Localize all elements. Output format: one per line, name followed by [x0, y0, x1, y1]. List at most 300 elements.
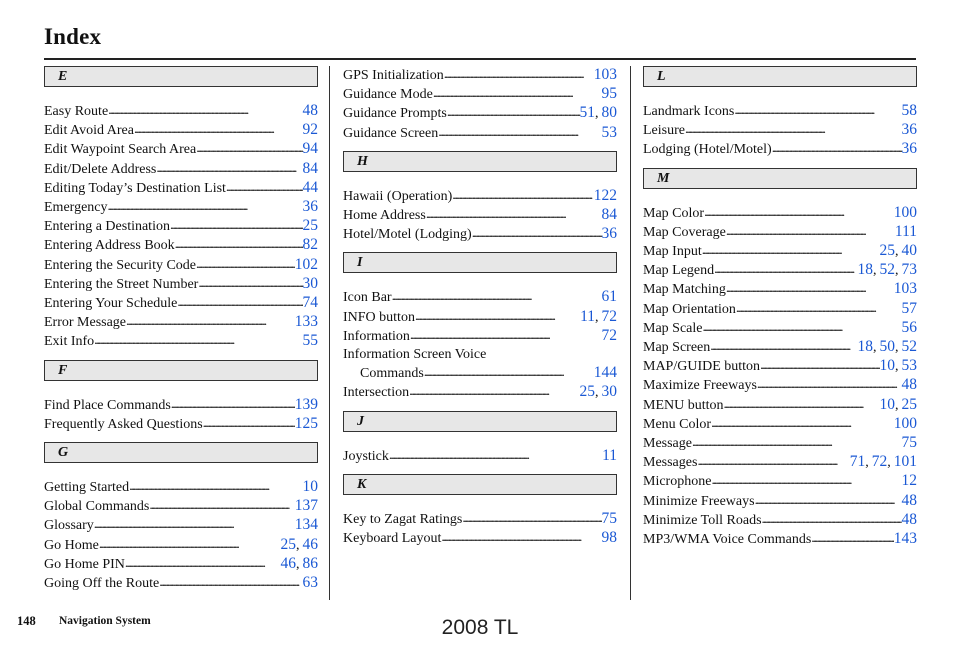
page-refs: [902, 511, 918, 529]
index-entry: [343, 529, 617, 548]
page-link[interactable]: 53: [601, 123, 617, 141]
page-refs: [902, 102, 918, 120]
index-section: [343, 474, 617, 548]
page-number: 148: [17, 614, 36, 628]
index-entry: [343, 187, 617, 206]
index-entry: [44, 102, 318, 121]
dot-leader: [757, 375, 902, 394]
page-refs: 25, 46: [280, 535, 318, 553]
dot-leader: [125, 554, 281, 573]
index-entry-term: Minimize Freeways: [643, 493, 755, 509]
page-link[interactable]: 100: [893, 414, 917, 432]
page-link[interactable]: 12: [901, 472, 917, 490]
dot-leader: [452, 186, 594, 205]
dot-leader: [772, 139, 902, 158]
dot-leader: [392, 287, 602, 306]
index-entry-term: MP3/WMA Voice Commands: [643, 532, 812, 548]
index-entry-term: Frequently Asked Questions: [44, 416, 203, 432]
dot-leader: [692, 433, 902, 452]
index-entry: [643, 140, 917, 159]
page-link[interactable]: 82: [302, 236, 318, 254]
page-refs: [894, 280, 917, 298]
section-letter-header: I: [343, 252, 617, 273]
dot-leader: [726, 222, 895, 241]
index-entry: [643, 492, 917, 511]
index-entry-term: Guidance Mode: [343, 87, 433, 103]
dot-leader: [704, 203, 894, 222]
dot-leader: [149, 496, 294, 515]
index-column-1: [44, 66, 318, 601]
page-refs: [602, 85, 618, 103]
page-refs: [594, 187, 617, 205]
page-link[interactable]: 72: [601, 307, 617, 325]
dot-leader: [710, 337, 857, 356]
page-link[interactable]: 46: [280, 554, 296, 572]
index-column-3: [643, 66, 917, 557]
page-link[interactable]: 103: [593, 66, 617, 83]
page-link[interactable]: 10: [302, 478, 318, 496]
dot-leader: [702, 241, 880, 260]
index-entry: [44, 574, 318, 593]
dot-leader: [736, 299, 902, 318]
page-refs: 10, 53: [879, 357, 917, 375]
index-entry-term: Commands: [360, 366, 424, 382]
index-entry-term: Maximize Freeways: [643, 378, 757, 394]
index-section: [643, 66, 917, 160]
page-link[interactable]: 48: [901, 491, 917, 509]
index-entry-term: Edit/Delete Address: [44, 161, 157, 177]
page-link[interactable]: 102: [294, 255, 318, 273]
page-refs: 46, 86: [280, 554, 318, 572]
page-link[interactable]: 52: [879, 261, 895, 279]
index-entry: [643, 242, 917, 261]
index-entry: [643, 300, 917, 319]
index-entry: [643, 357, 917, 376]
index-entry: [343, 85, 617, 104]
page-link[interactable]: 80: [601, 104, 617, 122]
index-entry-term: Guidance Screen: [343, 125, 439, 141]
title-rule: [44, 58, 916, 60]
page-refs: [602, 327, 618, 345]
page-refs: [295, 396, 318, 414]
index-entry-term: INFO button: [343, 309, 415, 325]
dot-leader: [134, 120, 303, 139]
page-refs: [895, 223, 917, 241]
index-entry: [643, 280, 917, 299]
index-entry-term: MAP/GUIDE button: [643, 359, 761, 375]
index-entry-term: Entering a Destination: [44, 219, 170, 235]
dot-leader: [175, 235, 303, 254]
section-letter-header: F: [44, 360, 318, 381]
index-entry-term: Go Home PIN: [44, 556, 125, 572]
index-entry: [343, 364, 617, 383]
page-link[interactable]: 143: [893, 530, 917, 548]
index-entry: [643, 204, 917, 223]
index-entry: [44, 198, 318, 217]
page-refs: [295, 313, 318, 331]
page-refs: [303, 574, 319, 592]
index-entry: [343, 288, 617, 307]
page-link[interactable]: 51: [579, 104, 595, 122]
index-entry: [343, 225, 617, 244]
page-link[interactable]: 134: [294, 516, 318, 534]
page-refs: [303, 236, 319, 254]
dot-leader: [410, 326, 602, 345]
index-entry: [343, 206, 617, 225]
page-link[interactable]: 98: [601, 529, 617, 547]
index-entry: [44, 536, 318, 555]
page-link[interactable]: 10: [879, 357, 895, 375]
page-link[interactable]: 63: [302, 574, 318, 592]
index-entry-term: Joystick: [343, 448, 389, 464]
page-link[interactable]: 75: [601, 509, 617, 527]
index-entry: [44, 294, 318, 313]
index-entry-term: Information: [343, 328, 410, 344]
dot-leader: [94, 515, 295, 534]
page-refs: [295, 256, 318, 274]
page-link[interactable]: 25: [302, 217, 318, 235]
page-link[interactable]: 74: [302, 294, 318, 312]
index-entry: [643, 338, 917, 357]
page-link[interactable]: 46: [302, 535, 318, 553]
index-entry-term: Hawaii (Operation): [343, 188, 453, 204]
page-link[interactable]: 73: [901, 261, 917, 279]
dot-leader: [711, 471, 901, 490]
index-entry: [44, 121, 318, 140]
index-entry-term: Lodging (Hotel/Motel): [643, 142, 772, 158]
index-entry: [44, 478, 318, 497]
dot-leader: [724, 395, 880, 414]
dot-leader: [409, 382, 579, 401]
page-link[interactable]: 25: [280, 535, 296, 553]
index-entry-term: Glossary: [44, 518, 94, 534]
page-refs: 71, 72, 101: [849, 453, 917, 471]
dot-leader: [702, 318, 901, 337]
page-link[interactable]: 25: [579, 383, 595, 401]
index-entry: [44, 256, 318, 275]
index-entry-term: Go Home: [44, 537, 99, 553]
page-refs: [902, 300, 918, 318]
page-refs: [303, 478, 319, 496]
index-entry-term: Exit Info: [44, 334, 95, 350]
dot-leader: [196, 139, 302, 158]
page-link[interactable]: 30: [601, 383, 617, 401]
page-refs: [602, 225, 618, 243]
page-link[interactable]: 18: [857, 261, 873, 279]
page-link[interactable]: 92: [302, 121, 318, 139]
page-link[interactable]: 84: [302, 159, 318, 177]
index-entry: [643, 223, 917, 242]
dot-leader: [94, 331, 302, 350]
dot-leader: [415, 307, 580, 326]
index-entry: [343, 327, 617, 346]
index-section: [343, 252, 617, 402]
page-link[interactable]: 84: [601, 206, 617, 224]
page-refs: [295, 415, 318, 433]
page-link[interactable]: 11: [580, 307, 595, 325]
index-entry: [643, 472, 917, 491]
index-entry: [44, 179, 318, 198]
section-letter-header: L: [643, 66, 917, 87]
page-link[interactable]: 36: [901, 121, 917, 139]
page-link[interactable]: 10: [879, 395, 895, 413]
page-refs: [894, 530, 917, 548]
page-link[interactable]: 48: [901, 376, 917, 394]
page-refs: [602, 510, 618, 528]
dot-leader: [170, 216, 303, 235]
dot-leader: [685, 120, 902, 139]
page-link[interactable]: 95: [601, 85, 617, 103]
page-refs: [295, 497, 318, 515]
dot-leader: [426, 205, 602, 224]
dot-leader: [156, 159, 302, 178]
index-entry-term: Emergency: [44, 200, 108, 216]
index-entry-term: Intersection: [343, 385, 410, 401]
index-entry: [343, 104, 617, 123]
section-letter-header: M: [643, 168, 917, 189]
page-link[interactable]: 11: [602, 446, 617, 464]
dot-leader: [108, 101, 302, 120]
page-link[interactable]: 122: [593, 186, 617, 204]
index-entry-term: Entering Address Book: [44, 238, 175, 254]
index-entry: [44, 313, 318, 332]
page-link[interactable]: 94: [302, 140, 318, 158]
page-link[interactable]: 125: [294, 414, 318, 432]
page-refs: 51, 80: [579, 104, 617, 122]
index-entry-term: Going Off the Route: [44, 576, 160, 592]
page-link[interactable]: 25: [901, 395, 917, 413]
index-entry-term: Leisure: [643, 123, 685, 139]
index-entry: [343, 124, 617, 143]
page-title: Index: [44, 24, 102, 49]
page-refs: [303, 160, 319, 178]
index-entry-term: Menu Color: [643, 416, 712, 432]
index-entry-term: Edit Avoid Area: [44, 123, 134, 139]
page-refs: [295, 516, 318, 534]
page-refs: [303, 102, 319, 120]
index-entry: [643, 261, 917, 280]
index-section: [44, 442, 318, 593]
index-entry-term: Editing Today’s Destination List: [44, 180, 226, 196]
page-link[interactable]: 36: [901, 140, 917, 158]
index-entry-term: Keyboard Layout: [343, 531, 442, 547]
index-entry: [44, 396, 318, 415]
page-refs: [602, 124, 618, 142]
page-link[interactable]: 103: [893, 280, 917, 298]
section-letter-header: H: [343, 151, 617, 172]
index-entry-term: Map Scale: [643, 320, 703, 336]
page-link[interactable]: 75: [901, 434, 917, 452]
page-refs: [602, 529, 618, 547]
page-refs: [594, 364, 617, 382]
index-entry-term: Easy Route: [44, 104, 109, 119]
page-refs: [303, 179, 319, 197]
index-entry: [44, 497, 318, 516]
index-entry: [343, 383, 617, 402]
index-entry: [643, 434, 917, 453]
dot-leader: [472, 224, 602, 243]
index-entry-term: Messages: [643, 455, 698, 471]
index-entry-term: Hotel/Motel (Lodging): [343, 227, 472, 243]
dot-leader: [126, 312, 295, 331]
index-entry-term: Landmark Icons: [643, 104, 735, 119]
dot-leader: [726, 279, 894, 298]
index-entry: [44, 217, 318, 236]
dot-leader: [226, 178, 303, 197]
page-refs: [902, 140, 918, 158]
index-entry: [343, 447, 617, 466]
page-refs: [303, 332, 319, 350]
dot-leader: [447, 103, 580, 122]
page-link[interactable]: 25: [879, 242, 895, 260]
index-section: [44, 360, 318, 434]
index-entry-term: Minimize Toll Roads: [643, 512, 762, 528]
index-entry-term: Key to Zagat Ratings: [343, 511, 463, 527]
index-entry: [44, 516, 318, 535]
page-link[interactable]: 36: [601, 225, 617, 243]
section-letter-header: K: [343, 474, 617, 495]
page-link[interactable]: 40: [901, 242, 917, 260]
page-link[interactable]: 56: [901, 318, 917, 336]
page-refs: [303, 294, 319, 312]
dot-leader: [714, 260, 857, 279]
index-entry-term: Microphone: [643, 474, 712, 490]
index-entry-term: Entering the Security Code: [44, 257, 197, 273]
dot-leader: [711, 414, 894, 433]
index-entry-term: Entering Your Schedule: [44, 296, 178, 312]
index-entry-term: Map Color: [643, 205, 705, 221]
index-entry-term: Information Screen Voice: [343, 347, 487, 363]
dot-leader: [99, 535, 281, 554]
index-column-2: [343, 66, 617, 556]
index-entry-term: Icon Bar: [343, 290, 392, 306]
dot-leader: [433, 84, 602, 103]
page-link[interactable]: 30: [302, 274, 318, 292]
index-entry: [44, 140, 318, 159]
index-entry: [343, 510, 617, 529]
index-entry: [643, 415, 917, 434]
dot-leader: [424, 363, 594, 382]
index-entry: [643, 511, 917, 530]
index-entry: [44, 160, 318, 179]
footer-section-label: Navigation System: [59, 615, 151, 627]
index-entry: [44, 332, 318, 351]
index-entry: [643, 396, 917, 415]
page-refs: [902, 434, 918, 452]
page-link[interactable]: 100: [893, 203, 917, 221]
page-link[interactable]: 53: [901, 357, 917, 375]
index-section: [643, 168, 917, 550]
index-entry: [343, 66, 617, 85]
dot-leader: [108, 197, 303, 216]
page-link[interactable]: 71: [849, 453, 866, 471]
index-entry: [643, 102, 917, 121]
index-entry: [643, 453, 917, 472]
page-link[interactable]: 18: [857, 338, 873, 356]
index-section: [343, 66, 617, 143]
page-refs: [902, 319, 918, 337]
index-entry-term: Error Message: [44, 315, 127, 331]
watermark: 2008 TL: [441, 616, 519, 639]
index-entry-term: Message: [643, 436, 692, 452]
page-refs: [303, 140, 319, 158]
dot-leader: [177, 293, 302, 312]
dot-leader: [762, 510, 902, 529]
index-entry-term: Find Place Commands: [44, 397, 171, 413]
index-entry-term: Map Input: [643, 244, 702, 260]
column-divider: [630, 66, 631, 600]
page-link[interactable]: 44: [302, 178, 318, 196]
dot-leader: [811, 529, 893, 548]
index-entry-term: Home Address: [343, 208, 426, 224]
dot-leader: [441, 528, 601, 547]
section-letter-header: J: [343, 411, 617, 432]
dot-leader: [159, 573, 302, 592]
page-link[interactable]: 58: [901, 102, 917, 119]
page-link[interactable]: 144: [593, 364, 617, 382]
index-entry: [643, 319, 917, 338]
page-refs: 10, 25: [879, 395, 917, 413]
page-refs: 25, 40: [879, 242, 917, 260]
index-section: [343, 151, 617, 245]
dot-leader: [389, 446, 602, 465]
index-entry-term: Getting Started: [44, 480, 130, 496]
page-link[interactable]: 57: [901, 299, 917, 317]
page-link[interactable]: 137: [294, 497, 318, 515]
index-entry: [343, 308, 617, 327]
index-section: [44, 66, 318, 352]
page-link[interactable]: 72: [601, 326, 617, 344]
index-entry-term: Map Screen: [643, 340, 711, 356]
page-link[interactable]: 139: [294, 395, 318, 413]
page-link[interactable]: 101: [893, 453, 917, 471]
index-entry-term: GPS Initialization: [343, 68, 444, 83]
page-link[interactable]: 111: [894, 222, 917, 240]
section-letter-header: E: [44, 66, 318, 87]
page-refs: [303, 217, 319, 235]
page-link[interactable]: 133: [294, 313, 318, 331]
page-refs: [303, 198, 319, 216]
page-link[interactable]: 61: [601, 288, 617, 306]
dot-leader: [129, 477, 302, 496]
page-refs: [902, 121, 918, 139]
dot-leader: [171, 395, 295, 414]
dot-leader: [755, 491, 902, 510]
page-link[interactable]: 86: [302, 554, 318, 572]
page-link[interactable]: 72: [871, 453, 888, 471]
dot-leader: [734, 101, 901, 120]
page-link[interactable]: 55: [302, 332, 318, 350]
dot-leader: [438, 123, 601, 142]
page-refs: 11, 72: [580, 307, 617, 325]
dot-leader: [462, 509, 601, 528]
index-entry-term: Map Matching: [643, 282, 726, 298]
page-link[interactable]: 52: [901, 338, 917, 356]
page-link[interactable]: 48: [302, 102, 318, 119]
page-refs: [894, 415, 917, 433]
page-link[interactable]: 36: [302, 198, 318, 216]
page-link[interactable]: 50: [879, 338, 895, 356]
index-section: [343, 411, 617, 466]
index-entry-term: Global Commands: [44, 499, 150, 515]
page-link[interactable]: 48: [901, 510, 917, 528]
page-refs: [902, 472, 918, 490]
index-entry: [44, 555, 318, 574]
dot-leader: [203, 414, 295, 433]
page-refs: [902, 376, 918, 394]
index-entry-term: Map Legend: [643, 263, 715, 279]
index-entry: [44, 415, 318, 434]
